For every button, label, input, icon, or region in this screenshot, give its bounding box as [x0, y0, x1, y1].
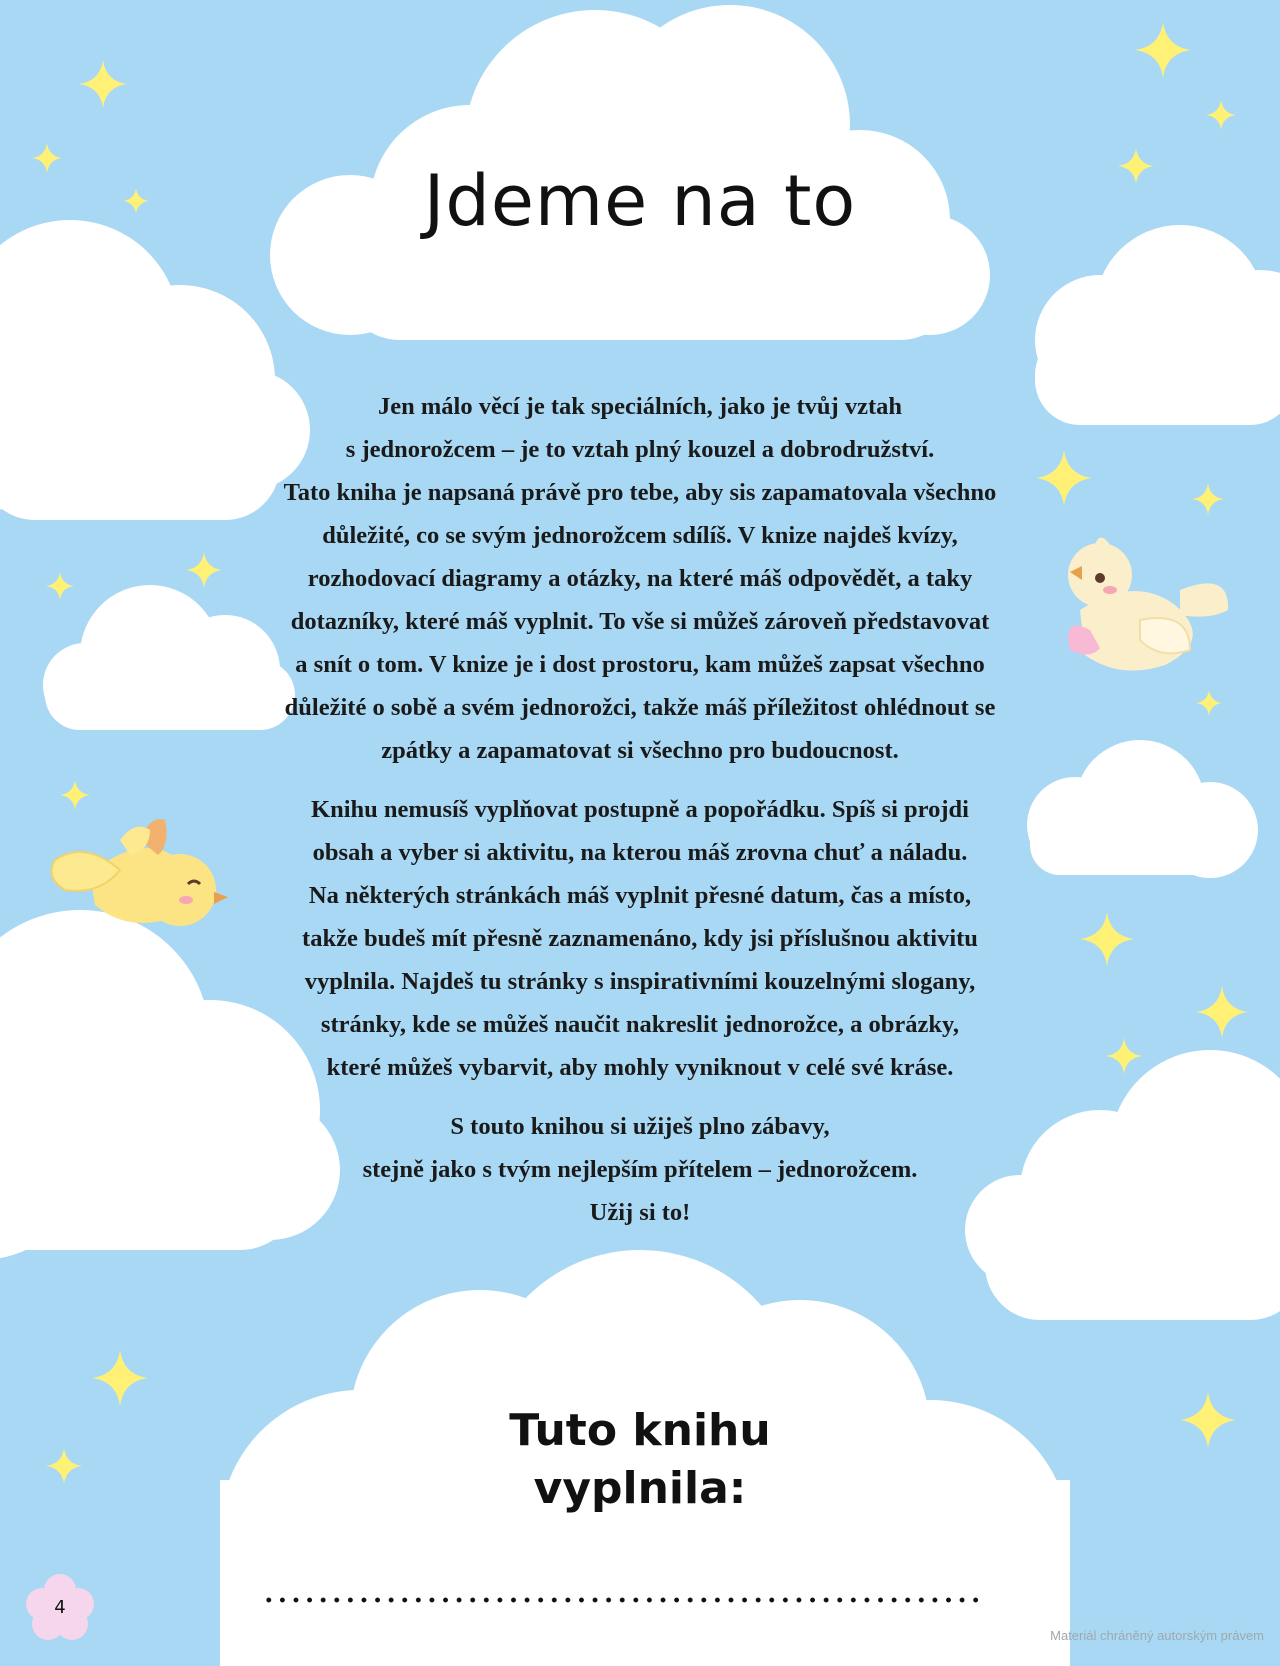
- text-line: které můžeš vybarvit, aby mohly vyniknout v celé své kráse.: [326, 1054, 954, 1081]
- text-line: S touto knihou si užiješ plno zábavy,: [450, 1113, 830, 1140]
- copyright-watermark: Materiál chráněný autorským právem: [1050, 1628, 1264, 1643]
- text-line: s jednorožcem – je to vztah plný kouzel a dobrodružství.: [345, 436, 935, 463]
- text-line: stejně jako s tvým nejlepším přítelem – jednorožcem.: [362, 1156, 918, 1183]
- text-line: a snít o tom. V knize je i dost prostoru, kam můžeš zapsat všechno: [295, 651, 985, 678]
- name-fill-in-line[interactable]: [262, 1596, 982, 1604]
- text-line: obsah a vyber si aktivitu, na kterou máš zrovna chuť a náladu.: [312, 839, 968, 866]
- text-line: Užij si to!: [589, 1199, 691, 1226]
- text-line: zpátky a zapamatovat si všechno pro budoucnost.: [381, 737, 899, 764]
- paragraph-2: [220, 788, 1060, 1089]
- page-title: Jdeme na to: [423, 160, 857, 242]
- text-line: důležité, co se svým jednorožcem sdílíš. V knize najdeš kvízy,: [322, 522, 958, 549]
- intro-text: [220, 385, 1060, 1250]
- text-line: takže budeš mít přesně zaznamenáno, kdy jsi příslušnou aktivitu: [302, 925, 978, 952]
- text-line: stránky, kde se můžeš naučit nakreslit jednorožce, a obrázky,: [320, 1011, 960, 1038]
- paragraph-1: [220, 385, 1060, 772]
- text-line: Knihu nemusíš vyplňovat postupně a popořádku. Spíš si projdi: [311, 796, 969, 823]
- text-line: vyplnila. Najdeš tu stránky s inspirativními kouzelnými slogany,: [304, 968, 976, 995]
- filled-by-line-2: vyplnila:: [533, 1463, 747, 1514]
- text-line: Na některých stránkách máš vyplnit přesné datum, čas a místo,: [308, 882, 972, 909]
- text-line: Jen málo věcí je tak speciálních, jako je tvůj vztah: [378, 393, 902, 420]
- text-line: rozhodovací diagramy a otázky, na které máš odpovědět, a taky: [307, 565, 973, 592]
- filled-by-line-1: Tuto knihu: [509, 1405, 771, 1456]
- paragraph-3: [220, 1105, 1060, 1234]
- text-line: Tato kniha je napsaná právě pro tebe, aby sis zapamatovala všechno: [283, 479, 997, 506]
- text-line: důležité o sobě a svém jednorožci, takže máš příležitost ohlédnout se: [284, 694, 996, 721]
- filled-by-heading: [440, 1402, 840, 1518]
- text-line: dotazníky, které máš vyplnit. To vše si můžeš zároveň představovat: [290, 608, 990, 635]
- page-number: 4: [54, 1597, 66, 1618]
